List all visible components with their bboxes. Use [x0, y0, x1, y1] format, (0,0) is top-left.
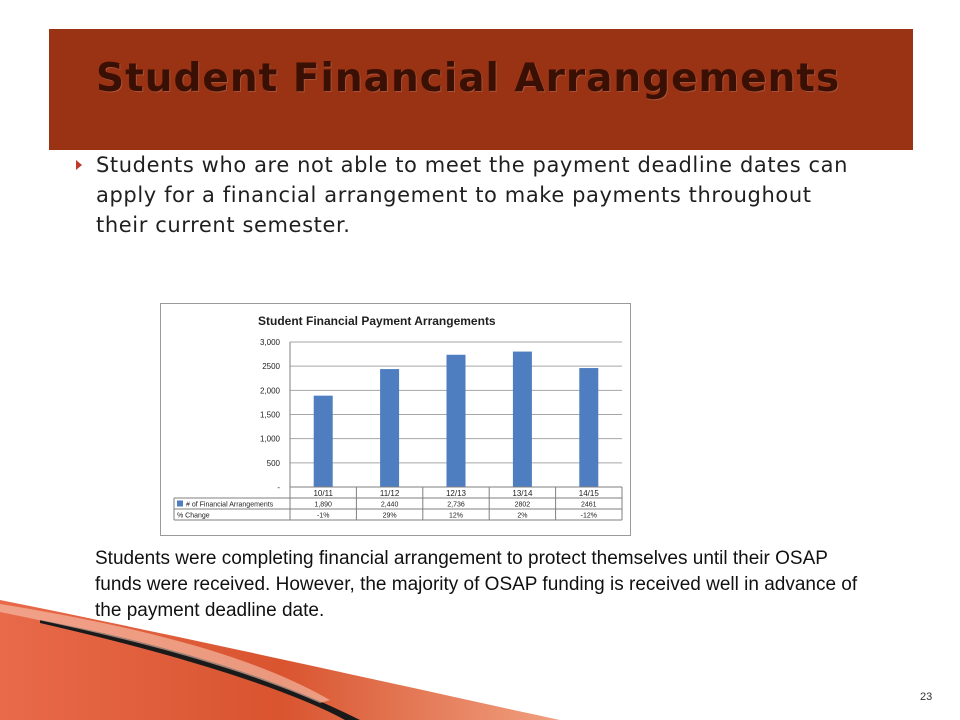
- bullet-text: Students who are not able to meet the payment deadline dates can apply for a financial arrangement to make payments throughout their current semester.: [96, 153, 849, 237]
- legend-key: [177, 501, 183, 507]
- bar: [314, 396, 333, 487]
- bar: [447, 355, 466, 487]
- x-tick-label: 13/14: [512, 489, 533, 498]
- table-cell: 2,440: [380, 501, 399, 509]
- chart-title: Student Financial Payment Arrangements: [258, 314, 496, 328]
- y-tick-label: 500: [266, 458, 280, 468]
- y-tick-label: 1,500: [259, 410, 280, 420]
- table-cell: 2802: [514, 501, 531, 509]
- table-cell: 29%: [382, 512, 397, 520]
- bar: [380, 369, 399, 487]
- table-cell: 12%: [448, 512, 464, 520]
- chart-footnote: Students were completing financial arrangement to protect themselves until their OSAP funds were received. However, the majority of OSAP funding is received well in advance of the payment deadline date.: [95, 548, 858, 621]
- x-tick-label: 14/15: [578, 489, 599, 498]
- slide-title: Student Financial Arrangements: [96, 56, 841, 101]
- bar: [513, 352, 532, 487]
- table-cell: 2,736: [447, 501, 465, 509]
- bar: [579, 368, 598, 487]
- table-row-label: % Change: [177, 512, 210, 520]
- table-row-label: # of Financial Arrangements: [186, 501, 274, 509]
- x-tick-label: 12/13: [445, 489, 467, 498]
- x-tick-label: 11/12: [379, 489, 400, 498]
- table-cell: 1,890: [314, 501, 332, 509]
- x-tick-label: 10/11: [313, 489, 333, 498]
- y-tick-label: 3,000: [259, 338, 280, 347]
- table-cell: -12%: [580, 512, 597, 520]
- table-cell: 2461: [581, 501, 597, 509]
- page-number: 23: [920, 691, 933, 703]
- bullet-arrow-icon: [76, 160, 82, 170]
- table-cell: -1%: [316, 512, 330, 520]
- y-tick-label: 2500: [262, 362, 280, 372]
- y-tick-label: 2,000: [259, 386, 280, 396]
- y-tick-label: -: [277, 483, 280, 492]
- y-tick-label: 1,000: [259, 434, 280, 444]
- bar-chart: [160, 303, 631, 536]
- table-cell: 2%: [517, 512, 528, 520]
